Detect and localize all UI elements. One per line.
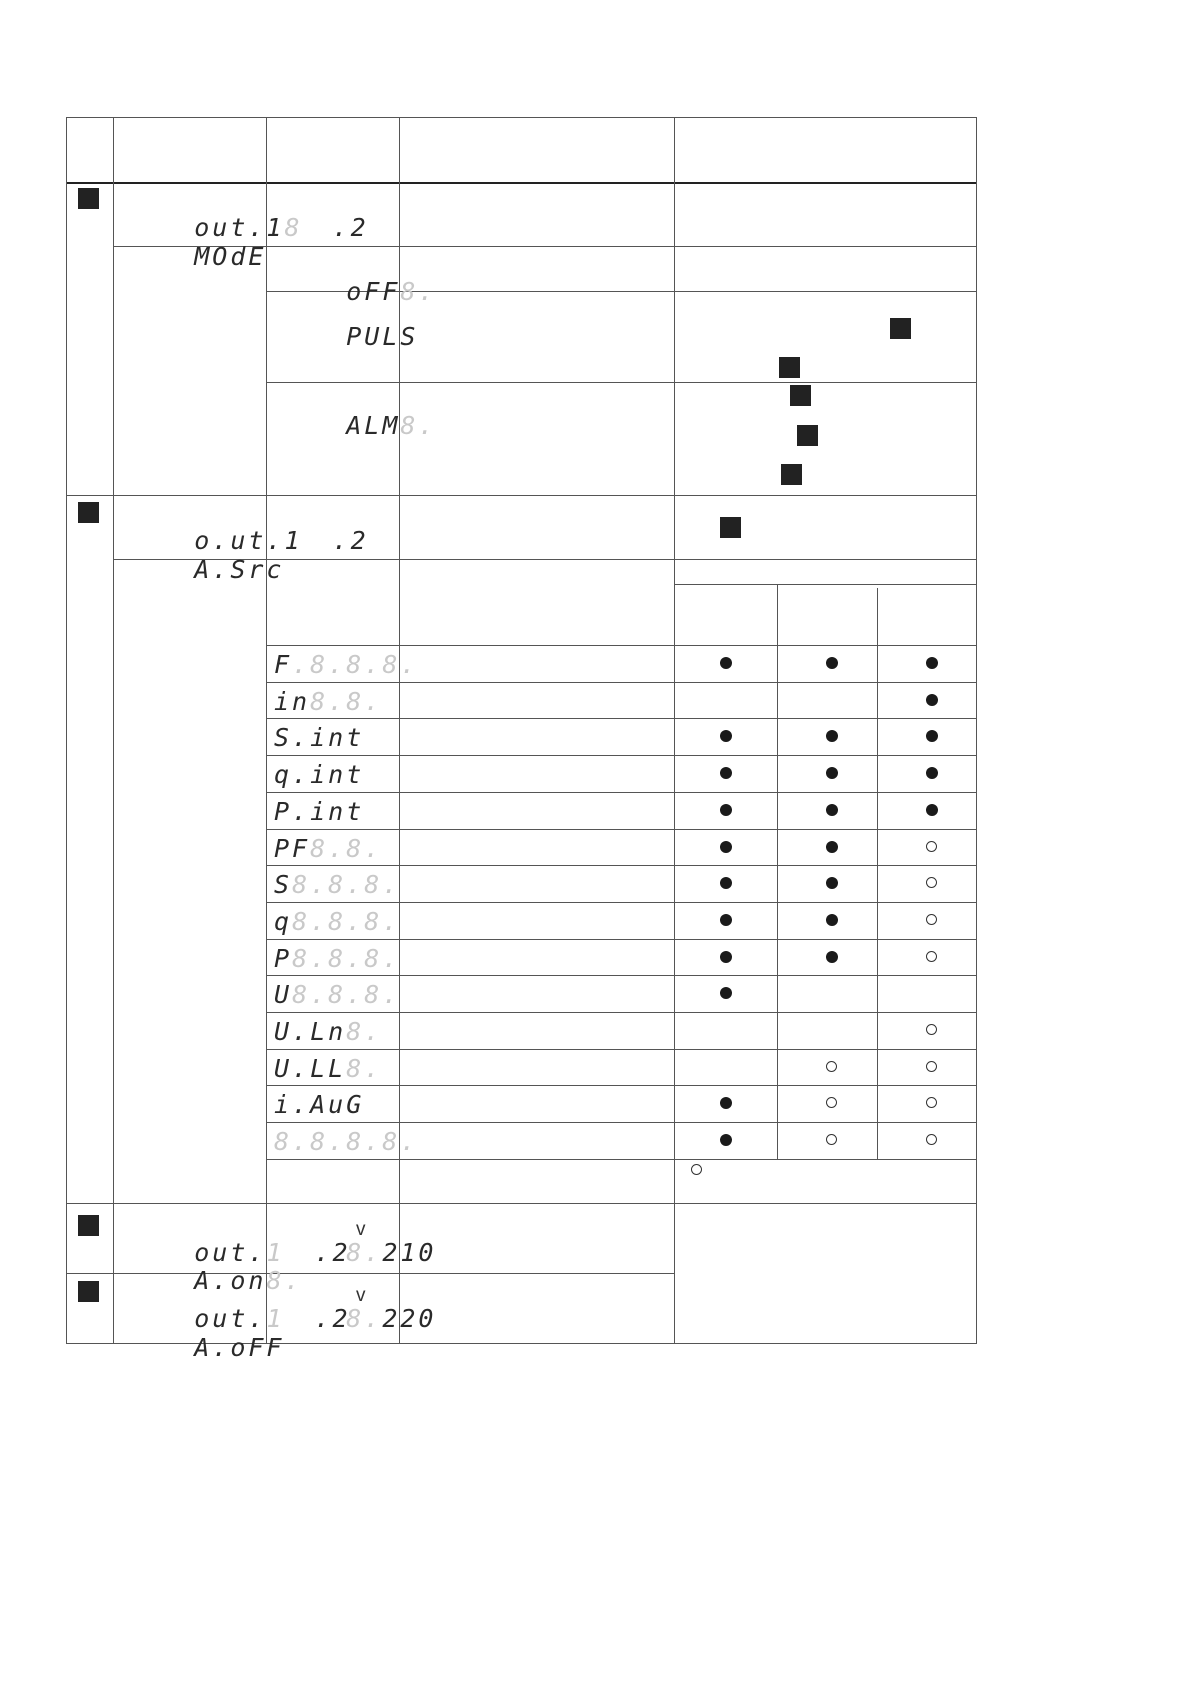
filled-dot xyxy=(826,804,838,816)
source-code-pf: PF8.8. xyxy=(274,834,383,863)
filled-dot xyxy=(926,694,938,706)
section-marker xyxy=(78,502,99,523)
param-mode-display: out.18 .2 xyxy=(194,213,369,242)
source-code-p: P8.8.8. xyxy=(274,944,401,973)
param-aoff-display: out.1 .2 xyxy=(194,1304,351,1333)
source-code-i-avg: i.AuG xyxy=(274,1090,365,1119)
mode-option-off: oFF8. xyxy=(346,277,437,306)
filled-dot xyxy=(720,767,732,779)
filled-dot xyxy=(720,951,732,963)
filled-dot xyxy=(826,767,838,779)
source-code-f: F.8.8.8. xyxy=(274,650,419,679)
param-asrc-display-line2: A.Src xyxy=(194,555,285,584)
reference-marker xyxy=(790,385,811,406)
reference-marker xyxy=(890,318,911,339)
table-top-rule xyxy=(66,117,977,118)
source-code-s-int: S.int xyxy=(274,723,365,752)
mode-option-puls: PULS xyxy=(346,322,419,351)
rule xyxy=(266,1049,977,1050)
hollow-circle xyxy=(826,1061,837,1072)
filled-dot xyxy=(926,767,938,779)
hollow-circle xyxy=(926,1097,937,1108)
rule xyxy=(777,584,778,1159)
rule xyxy=(266,829,977,830)
section-marker xyxy=(78,188,99,209)
param-aon-display: out.1 .2 xyxy=(194,1238,351,1267)
source-code-p-int: P.int xyxy=(274,797,365,826)
rule xyxy=(674,117,675,1344)
filled-dot xyxy=(826,951,838,963)
filled-dot xyxy=(720,657,732,669)
rule xyxy=(266,1122,977,1123)
rule xyxy=(266,1085,977,1086)
source-code-s: S8.8.8. xyxy=(274,870,401,899)
rule xyxy=(266,382,977,383)
reference-marker xyxy=(781,464,802,485)
source-code-u: U8.8.8. xyxy=(274,980,401,1009)
filled-dot xyxy=(720,1134,732,1146)
filled-dot xyxy=(720,914,732,926)
reference-marker xyxy=(797,425,818,446)
aon-unit: v xyxy=(356,1219,366,1240)
rule xyxy=(674,584,977,585)
rule xyxy=(266,939,977,940)
rule xyxy=(266,975,977,976)
param-asrc-display: o.ut.1 .2 xyxy=(194,526,369,555)
filled-dot xyxy=(720,841,732,853)
rule xyxy=(66,1203,977,1204)
aoff-unit: v xyxy=(356,1285,366,1306)
filled-dot xyxy=(720,1097,732,1109)
filled-dot xyxy=(926,730,938,742)
rule xyxy=(266,117,267,1344)
rule xyxy=(266,755,977,756)
source-code-u-ln: U.Ln8. xyxy=(274,1017,383,1046)
reference-marker xyxy=(779,357,800,378)
rule xyxy=(266,792,977,793)
hollow-circle xyxy=(926,877,937,888)
hollow-circle xyxy=(826,1134,837,1145)
filled-dot xyxy=(720,877,732,889)
aoff-value-display: 8.220 xyxy=(346,1304,437,1333)
source-code-in: in8.8. xyxy=(274,687,383,716)
filled-dot xyxy=(826,841,838,853)
filled-dot xyxy=(826,730,838,742)
source-code-u-ll: U.LL8. xyxy=(274,1054,383,1083)
hollow-circle xyxy=(926,1061,937,1072)
source-code-q: q8.8.8. xyxy=(274,907,401,936)
legend-hollow-circle xyxy=(691,1164,702,1175)
hollow-circle xyxy=(826,1097,837,1108)
rule xyxy=(266,645,977,646)
hollow-circle xyxy=(926,1134,937,1145)
source-code-q-int: q.int xyxy=(274,760,365,789)
section-marker xyxy=(78,1281,99,1302)
param-mode-display-line2: MOdE xyxy=(194,242,267,271)
hollow-circle xyxy=(926,914,937,925)
hollow-circle xyxy=(926,841,937,852)
rule xyxy=(66,117,67,1344)
rule xyxy=(266,1012,977,1013)
rule xyxy=(266,718,977,719)
rule xyxy=(266,1159,977,1160)
rule xyxy=(976,117,977,1344)
rule xyxy=(877,588,878,1159)
reference-marker xyxy=(720,517,741,538)
source-code-i: 8.8.8.8. xyxy=(274,1127,419,1156)
section-marker xyxy=(78,1215,99,1236)
rule xyxy=(266,865,977,866)
hollow-circle xyxy=(926,951,937,962)
param-aon-display-line2: A.on8. xyxy=(194,1266,303,1295)
rule xyxy=(266,682,977,683)
filled-dot xyxy=(826,657,838,669)
filled-dot xyxy=(926,657,938,669)
rule xyxy=(113,117,114,1344)
rule xyxy=(266,902,977,903)
rule xyxy=(66,495,977,496)
hollow-circle xyxy=(926,1024,937,1035)
filled-dot xyxy=(826,877,838,889)
mode-option-alm: ALM8. xyxy=(346,411,437,440)
filled-dot xyxy=(826,914,838,926)
param-aoff-display-line2: A.oFF xyxy=(194,1333,285,1362)
filled-dot xyxy=(926,804,938,816)
filled-dot xyxy=(720,987,732,999)
aon-value-display: 8.210 xyxy=(346,1238,437,1267)
filled-dot xyxy=(720,730,732,742)
header-rule xyxy=(66,182,977,184)
filled-dot xyxy=(720,804,732,816)
